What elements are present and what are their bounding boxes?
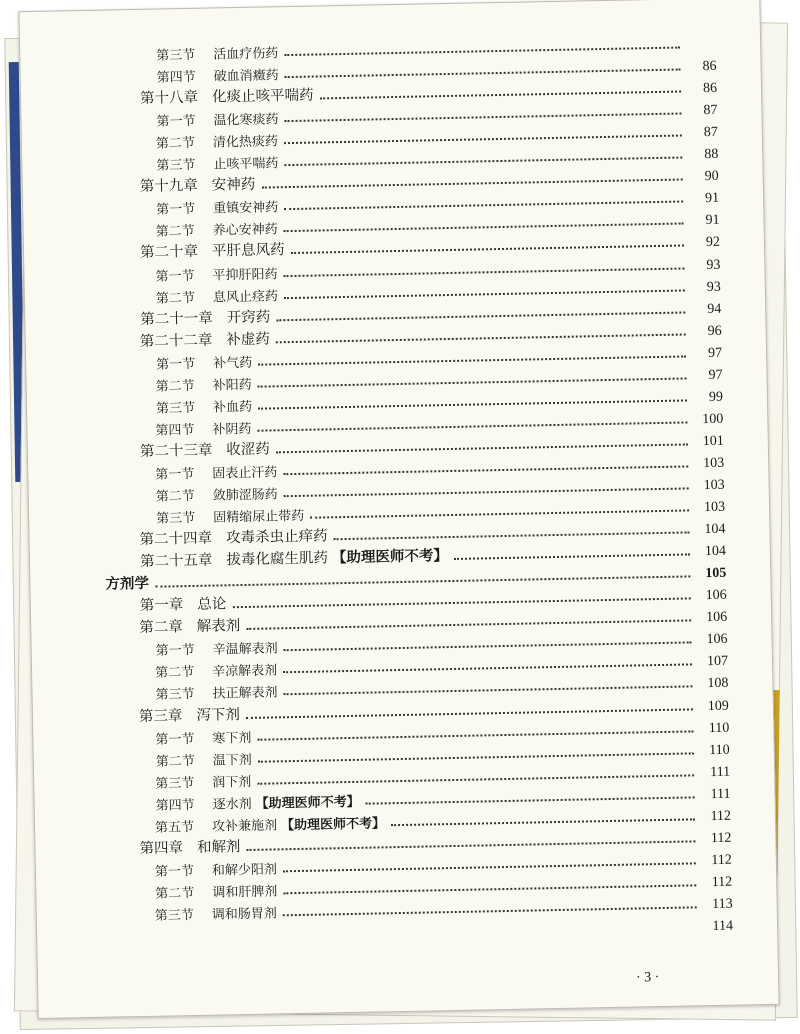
toc-entry-title: 和解少阳剂 xyxy=(211,862,278,879)
dot-leader xyxy=(276,311,685,321)
toc-entry-page: 103 xyxy=(703,455,725,472)
toc-entry-title: 开窍药 xyxy=(226,309,271,326)
toc-entry-page: 91 xyxy=(704,191,720,207)
table-of-contents xyxy=(19,0,759,935)
toc-entry-number: 第十八章 xyxy=(139,89,199,107)
toc-entry-number: 第二节 xyxy=(155,224,195,241)
toc-entry-number: 第二十一章 xyxy=(140,310,213,328)
dot-leader xyxy=(284,642,692,652)
dot-leader xyxy=(284,289,685,299)
toc-entry-note: 【助理医师不考】 xyxy=(331,547,449,567)
toc-entry-number: 第三节 xyxy=(155,400,196,417)
dot-leader xyxy=(284,157,682,167)
toc-entry-page: 112 xyxy=(710,808,732,824)
dot-leader xyxy=(257,421,687,431)
dot-leader xyxy=(247,840,696,851)
toc-entry-number: 第二十章 xyxy=(139,244,199,262)
toc-entry-title: 清化热痰药 xyxy=(212,134,279,151)
toc-entry-title: 安神药 xyxy=(211,176,256,194)
dot-leader xyxy=(284,267,685,277)
toc-entry-page: 112 xyxy=(710,830,732,846)
dot-leader xyxy=(283,465,688,475)
toc-entry-number: 第二章 xyxy=(139,619,183,637)
toc-entry-title: 固表止汗药 xyxy=(212,465,278,482)
dot-leader xyxy=(276,443,688,453)
toc-entry-page: 87 xyxy=(703,124,718,141)
toc-entry-title: 泻下剂 xyxy=(196,706,241,724)
dot-leader xyxy=(283,862,696,872)
dot-leader xyxy=(283,884,696,894)
toc-entry-page: 96 xyxy=(707,323,722,339)
toc-entry-title: 息风止痉药 xyxy=(212,288,279,306)
toc-entry-title: 止咳平喘药 xyxy=(213,156,279,173)
toc-entry-number: 第二十三章 xyxy=(139,442,213,460)
dot-leader xyxy=(284,223,684,233)
toc-entry-number: 第一节 xyxy=(154,863,195,880)
toc-entry-number: 第三节 xyxy=(154,907,194,924)
toc-entry-page: 106 xyxy=(706,632,728,648)
dot-leader xyxy=(310,509,689,518)
toc-entry-number: 第二十二章 xyxy=(139,332,213,350)
toc-entry-page: 93 xyxy=(706,257,721,273)
dot-leader xyxy=(284,135,682,145)
toc-entry-page: 106 xyxy=(705,587,727,604)
dot-leader xyxy=(366,796,695,804)
toc-entry-page: 107 xyxy=(706,654,729,670)
toc-entry-number: 第一节 xyxy=(155,268,195,285)
toc-entry-page: 94 xyxy=(707,301,722,317)
toc-entry-page: 105 xyxy=(705,565,727,582)
toc-entry-page: 110 xyxy=(708,720,730,736)
toc-entry-title: 养心安神药 xyxy=(212,222,278,239)
dot-leader xyxy=(284,686,693,696)
toc-entry-number: 第三节 xyxy=(155,775,195,792)
toc-entry-title: 补气药 xyxy=(213,355,253,372)
toc-entry-number: 第一节 xyxy=(156,202,196,218)
toc-entry-page: 88 xyxy=(704,147,719,163)
toc-entry-page: 97 xyxy=(708,367,723,383)
toc-entry-number: 第二节 xyxy=(155,290,196,307)
toc-entry-title: 解表剂 xyxy=(196,618,241,636)
toc-entry-number: 第一节 xyxy=(156,113,196,130)
toc-entry-number: 第三节 xyxy=(155,687,195,704)
dot-leader xyxy=(334,532,690,541)
toc-entry-number: 第二节 xyxy=(155,378,195,395)
dot-leader xyxy=(232,598,690,609)
dot-leader xyxy=(258,377,687,387)
toc-entry-title: 攻毒杀虫止痒药 xyxy=(225,528,328,547)
toc-entry-page: 112 xyxy=(711,852,732,868)
toc-entry-number: 第二节 xyxy=(155,136,196,152)
dot-leader xyxy=(261,179,682,189)
toc-entry-title: 补阴药 xyxy=(212,421,252,438)
toc-entry-page: 103 xyxy=(703,477,725,494)
toc-entry-title: 收涩药 xyxy=(226,441,271,459)
toc-entry-page: 92 xyxy=(705,235,721,251)
toc-entry-title: 调和肝脾剂 xyxy=(212,884,278,901)
dot-leader xyxy=(283,906,697,916)
toc-entry-title: 破血消癥药 xyxy=(213,68,279,85)
toc-entry-title: 平抑肝阳药 xyxy=(212,266,278,284)
toc-entry-title: 扶正解表剂 xyxy=(212,685,278,703)
toc-entry-page: 111 xyxy=(710,786,731,802)
dot-leader xyxy=(284,47,680,57)
toc-entry-page: 112 xyxy=(711,874,733,890)
toc-entry-page: 111 xyxy=(710,764,731,780)
toc-entry-page: 108 xyxy=(707,676,729,692)
toc-entry-page: 114 xyxy=(712,918,734,935)
toc-entry-title: 辛凉解表剂 xyxy=(211,663,278,681)
toc-entry-title: 敛肺涩肠药 xyxy=(212,487,278,504)
dot-leader xyxy=(284,201,683,211)
dot-leader xyxy=(285,69,681,79)
toc-page xyxy=(18,0,779,1019)
toc-entry-page: 113 xyxy=(712,896,733,912)
dot-leader xyxy=(276,333,686,343)
toc-entry-note: 【助理医师不考】 xyxy=(280,816,386,834)
toc-entry-page: 106 xyxy=(706,610,728,626)
dot-leader xyxy=(258,752,694,762)
toc-entry-page: 91 xyxy=(705,213,720,229)
toc-entry-number: 第三章 xyxy=(138,707,183,725)
toc-entry-number: 第一节 xyxy=(155,643,195,660)
toc-entry-title: 活血疗伤药 xyxy=(213,46,279,63)
dot-leader xyxy=(246,620,691,631)
toc-entry-number: 第三节 xyxy=(156,47,196,64)
dot-leader xyxy=(284,487,689,497)
dot-leader xyxy=(258,399,687,409)
toc-entry-title: 化痰止咳平喘药 xyxy=(211,87,314,106)
toc-entry-page: 93 xyxy=(706,279,721,295)
toc-entry-number: 第二十四章 xyxy=(139,530,213,549)
toc-entry-page: 101 xyxy=(702,433,724,450)
page-number-footer: · 3 · xyxy=(635,970,660,986)
toc-entry-number: 第三节 xyxy=(156,510,196,527)
toc-entry-title: 重镇安神药 xyxy=(213,200,279,217)
dot-leader xyxy=(291,245,684,255)
dot-leader xyxy=(320,91,681,100)
toc-entry-number: 第五节 xyxy=(154,819,195,836)
toc-entry-number: 第三节 xyxy=(156,158,196,174)
toc-entry-number: 第四节 xyxy=(156,69,196,86)
toc-entry-title: 平肝息风药 xyxy=(211,242,285,260)
toc-entry-number: 第一节 xyxy=(156,356,196,373)
toc-entry-page xyxy=(686,53,716,54)
toc-entry-title: 总论 xyxy=(197,596,227,614)
dot-leader xyxy=(391,818,695,826)
toc-entry-number: 第一节 xyxy=(155,466,195,483)
toc-entry-title: 补血药 xyxy=(212,399,253,416)
toc-entry-note: 【助理医师不考】 xyxy=(255,794,360,812)
toc-entry-number: 第四章 xyxy=(139,840,184,857)
toc-entry-page: 104 xyxy=(704,543,727,560)
dot-leader xyxy=(257,730,693,740)
toc-entry-page: 86 xyxy=(702,80,718,97)
toc-entry-page: 87 xyxy=(703,102,718,119)
toc-entry-page: 104 xyxy=(704,521,726,538)
toc-entry-number: 第二节 xyxy=(155,753,195,770)
toc-entry-title: 温化寒痰药 xyxy=(213,112,279,129)
toc-entry-page: 110 xyxy=(709,742,730,758)
toc-entry-title: 攻补兼施剂 xyxy=(211,818,278,835)
toc-entry-page: 103 xyxy=(703,499,726,516)
dot-leader xyxy=(285,113,682,123)
toc-entry-title: 方剂学 xyxy=(105,575,150,593)
toc-entry-title: 润下剂 xyxy=(212,774,252,791)
toc-entry-title: 补阳药 xyxy=(212,377,252,394)
toc-entry-title: 固精缩尿止带药 xyxy=(213,508,305,526)
toc-entry-page: 86 xyxy=(702,58,717,75)
toc-entry-page: 100 xyxy=(702,411,724,428)
toc-entry-title: 寒下剂 xyxy=(212,730,252,747)
toc-entry-title: 调和肠胃剂 xyxy=(211,906,277,923)
toc-entry-title: 和解剂 xyxy=(196,838,241,856)
toc-entry-title: 拔毒化腐生肌药 xyxy=(226,550,329,569)
dot-leader xyxy=(257,774,694,784)
toc-entry-number: 第一章 xyxy=(139,597,184,615)
dot-leader xyxy=(246,708,693,719)
dot-leader xyxy=(454,554,690,561)
toc-entry-number: 第四节 xyxy=(155,797,195,814)
toc-entry-title: 逐水剂 xyxy=(212,796,252,813)
toc-entry-number: 第二节 xyxy=(155,488,195,505)
toc-entry-page: 90 xyxy=(704,169,719,185)
toc-entry-page: 97 xyxy=(707,345,723,361)
toc-entry-number: 第二节 xyxy=(155,885,195,902)
toc-entry-number: 第一节 xyxy=(155,731,195,748)
toc-entry-number: 第四节 xyxy=(155,422,195,439)
toc-entry-page: 99 xyxy=(708,389,724,405)
toc-entry-number: 第二节 xyxy=(154,665,195,682)
toc-entry-number: 第十九章 xyxy=(139,178,198,196)
dot-leader xyxy=(258,355,686,365)
toc-entry-title: 温下剂 xyxy=(212,752,252,769)
dot-leader xyxy=(283,664,692,674)
toc-entry-title: 辛温解表剂 xyxy=(212,641,278,658)
toc-entry-page: 109 xyxy=(707,698,730,714)
toc-entry-title: 补虚药 xyxy=(226,331,270,348)
toc-entry-number: 第二十五章 xyxy=(139,552,213,571)
